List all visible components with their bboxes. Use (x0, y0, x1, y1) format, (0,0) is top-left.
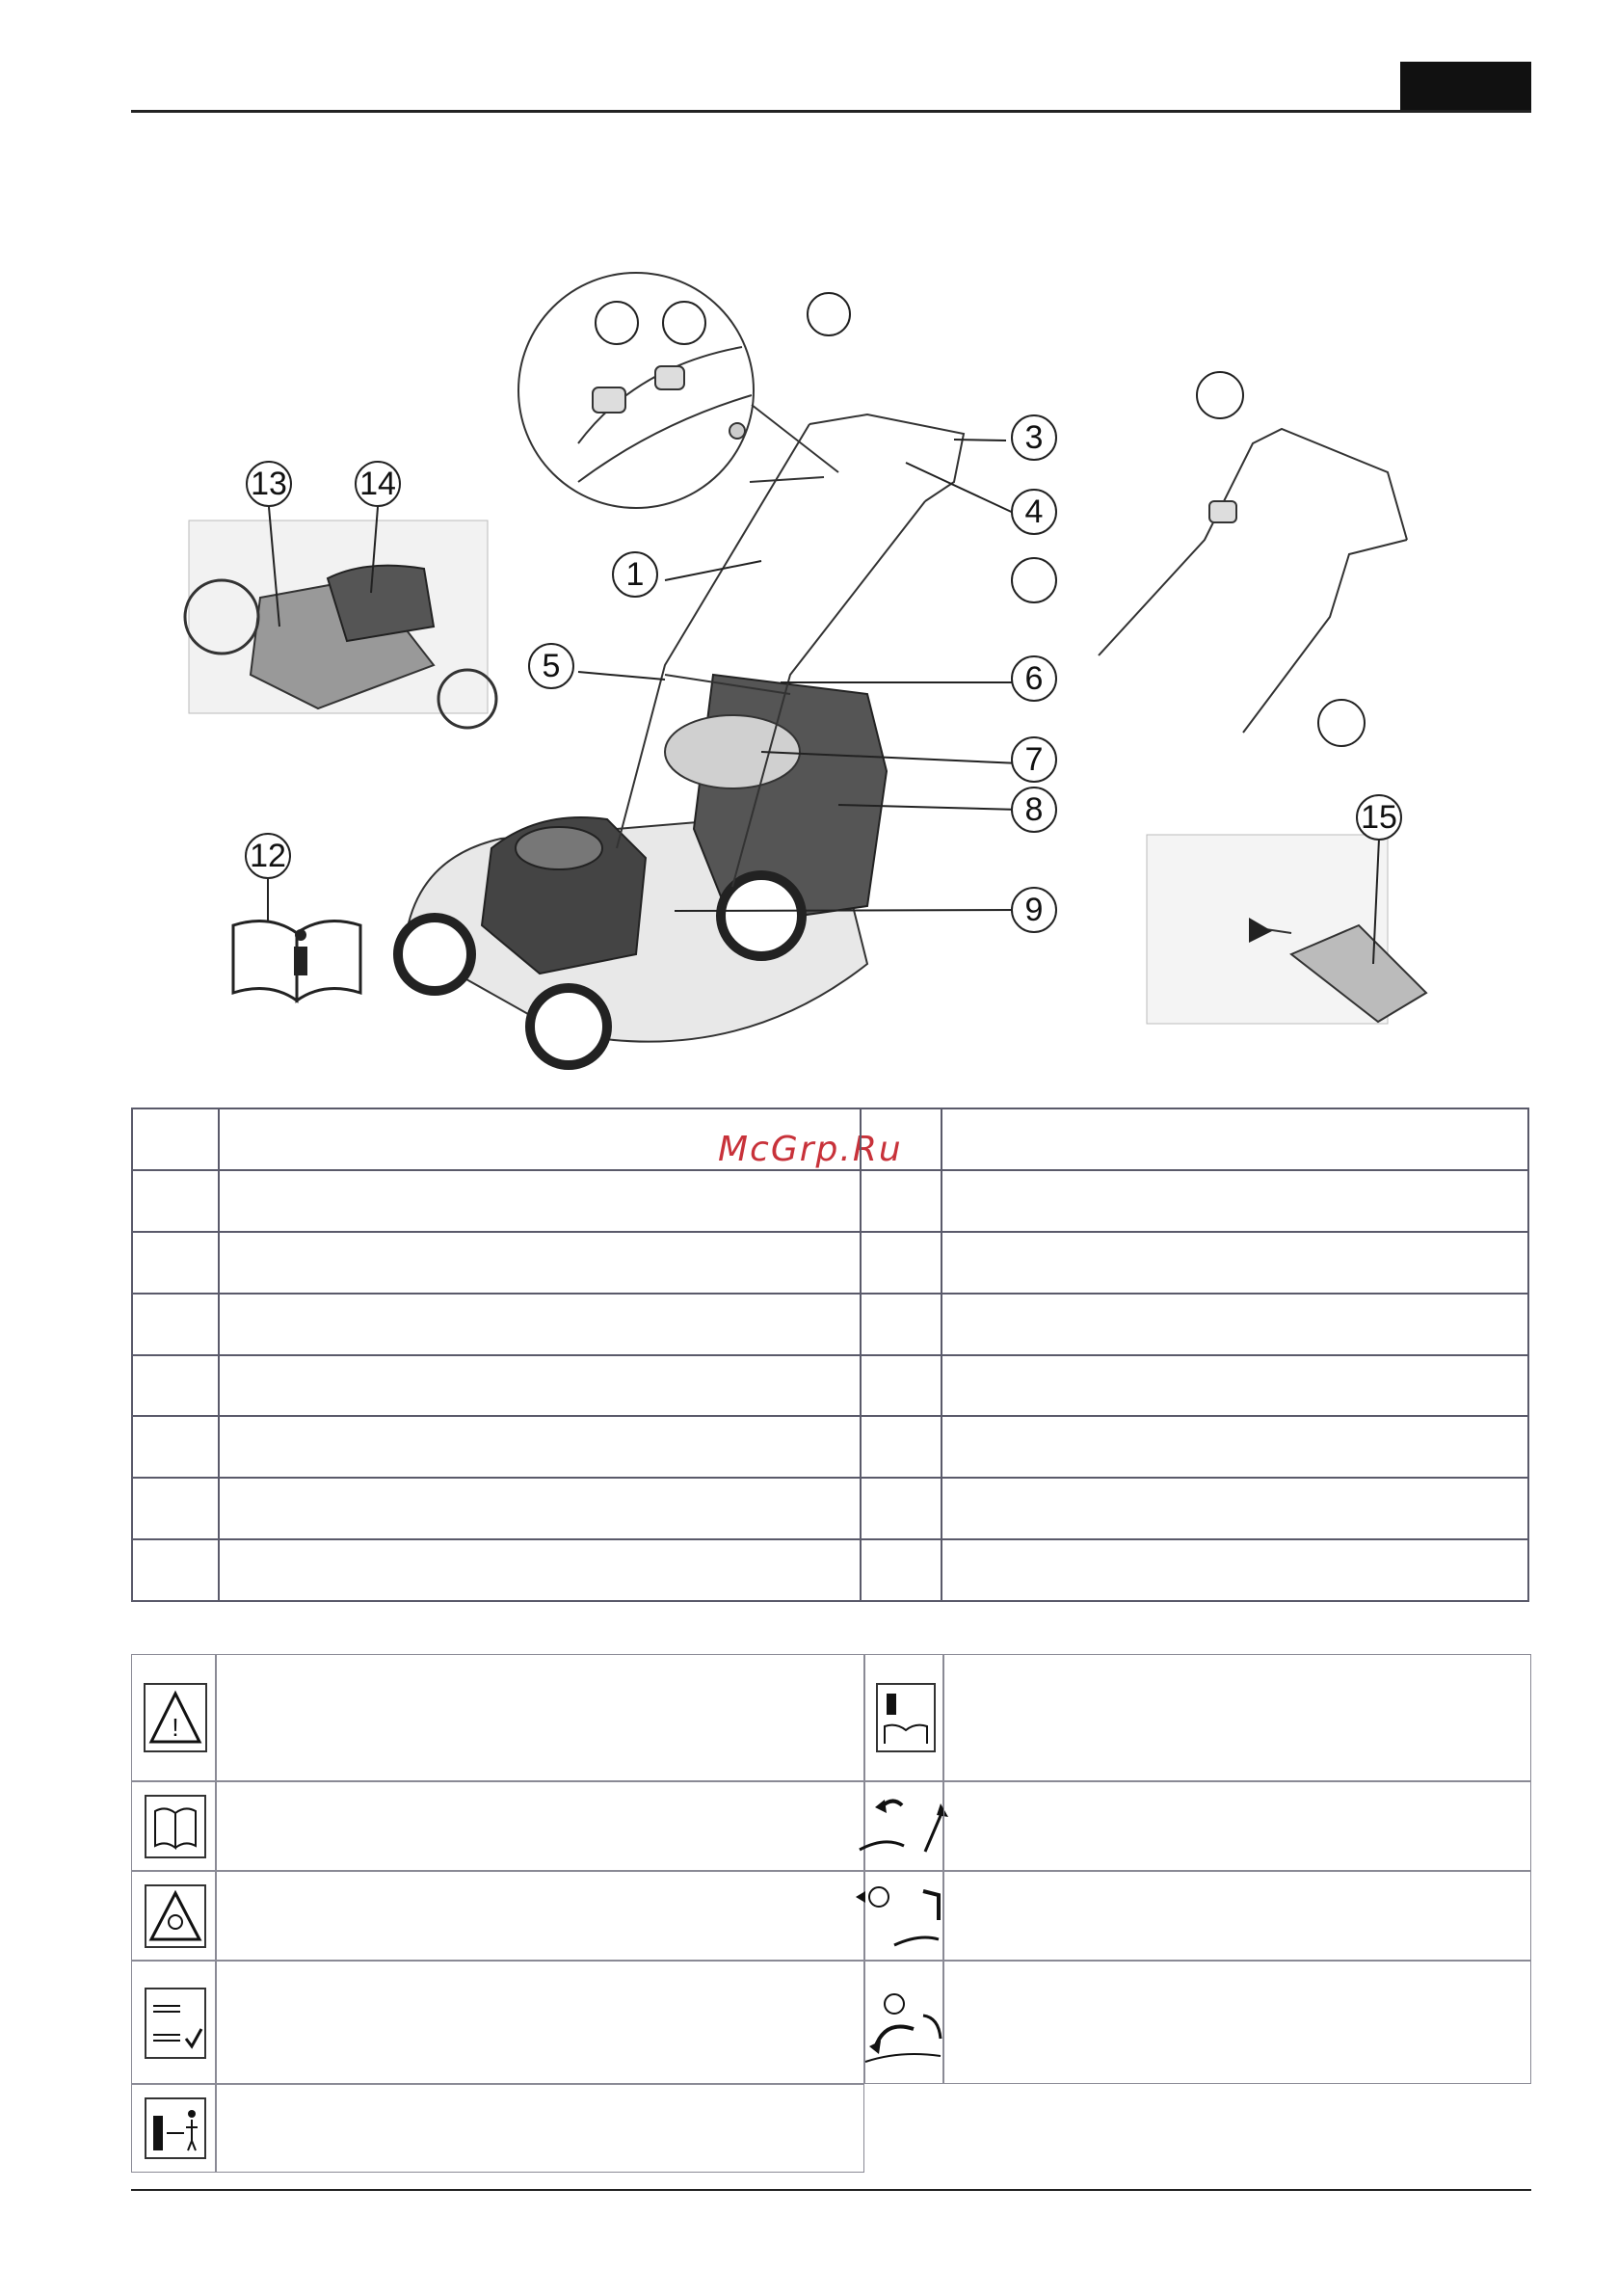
symbol-cell (131, 1654, 216, 1781)
symbol-text-cell (943, 1781, 1531, 1871)
symbol-cell (864, 1781, 943, 1871)
symbol-cell (131, 1871, 216, 1961)
svg-text:7: 7 (1024, 741, 1044, 778)
table-row (132, 1416, 1528, 1478)
table-row (132, 1539, 1528, 1601)
table-row (132, 1170, 1528, 1232)
symbol-cell (864, 1961, 943, 2084)
keep-distance-icon (132, 2085, 217, 2174)
symbol-text-cell (216, 1654, 864, 1781)
thrown-objects-warning-icon (132, 1872, 217, 1962)
callout-1 (613, 552, 657, 597)
table-row (132, 1355, 1528, 1417)
callout-4 (1012, 490, 1056, 534)
symbol-cell (131, 1961, 216, 2084)
svg-text:!: ! (172, 1713, 179, 1742)
symbol-cell (864, 1654, 943, 1781)
symbol-cell (131, 2084, 216, 2173)
callout-14 (356, 462, 400, 506)
callout-12 (246, 834, 290, 878)
table-row (132, 1294, 1528, 1355)
symbol-cell (864, 1871, 943, 1961)
table-row (132, 1232, 1528, 1294)
handle-right-drawing (1099, 372, 1407, 746)
table-row (132, 1478, 1528, 1539)
svg-text:8: 8 (1024, 791, 1044, 828)
footer-rule (131, 2189, 1531, 2191)
symbol-cell (131, 1781, 216, 1871)
svg-text:15: 15 (1361, 799, 1397, 836)
parts-table (131, 1108, 1529, 1602)
callout-5 (529, 644, 573, 688)
symbols-table (131, 1654, 1531, 2173)
callout-15 (1357, 795, 1401, 840)
svg-text:1: 1 (625, 556, 645, 593)
blade-brake-icon (846, 1962, 952, 2085)
svg-text:14: 14 (359, 466, 396, 502)
table-row (132, 1108, 1528, 1170)
callout-8 (1012, 788, 1056, 832)
symbol-text-cell (216, 1961, 864, 2084)
engage-handle-icon (846, 1782, 952, 1872)
checklist-icon (132, 1962, 217, 2085)
callout-9 (1012, 888, 1056, 932)
watermark: McGrp.Ru (718, 1130, 903, 1169)
callout-7 (1012, 737, 1056, 782)
handle-detail-inset (518, 273, 850, 508)
svg-text:4: 4 (1024, 494, 1044, 530)
symbol-text-cell (943, 1654, 1531, 1781)
svg-text:9: 9 (1024, 892, 1044, 928)
open-book-icon (132, 1782, 217, 1872)
drive-lever-icon (846, 1872, 952, 1962)
info-book-icon (233, 921, 360, 1001)
symbol-text-cell (943, 1961, 1531, 2084)
symbol-text-cell (216, 1781, 864, 1871)
warning-triangle-icon (132, 1655, 217, 1782)
svg-text:13: 13 (251, 466, 287, 502)
bag-detail-drawing (185, 521, 496, 728)
spark-plug-manual-icon (865, 1655, 944, 1782)
symbol-text-cell (216, 2084, 864, 2173)
mower-illustrations (0, 0, 1618, 1089)
symbol-text-cell (943, 1871, 1531, 1961)
callout-13 (247, 462, 291, 506)
callout-3 (1012, 415, 1056, 460)
svg-text:5: 5 (542, 648, 561, 684)
svg-text:3: 3 (1024, 419, 1044, 456)
svg-text:6: 6 (1024, 660, 1044, 697)
callout-blank-right (1012, 558, 1056, 602)
callout-6 (1012, 656, 1056, 701)
mulch-plug-drawing (1147, 835, 1426, 1024)
symbol-text-cell (216, 1871, 864, 1961)
mower-drawing (398, 414, 964, 1065)
svg-text:12: 12 (250, 838, 286, 874)
